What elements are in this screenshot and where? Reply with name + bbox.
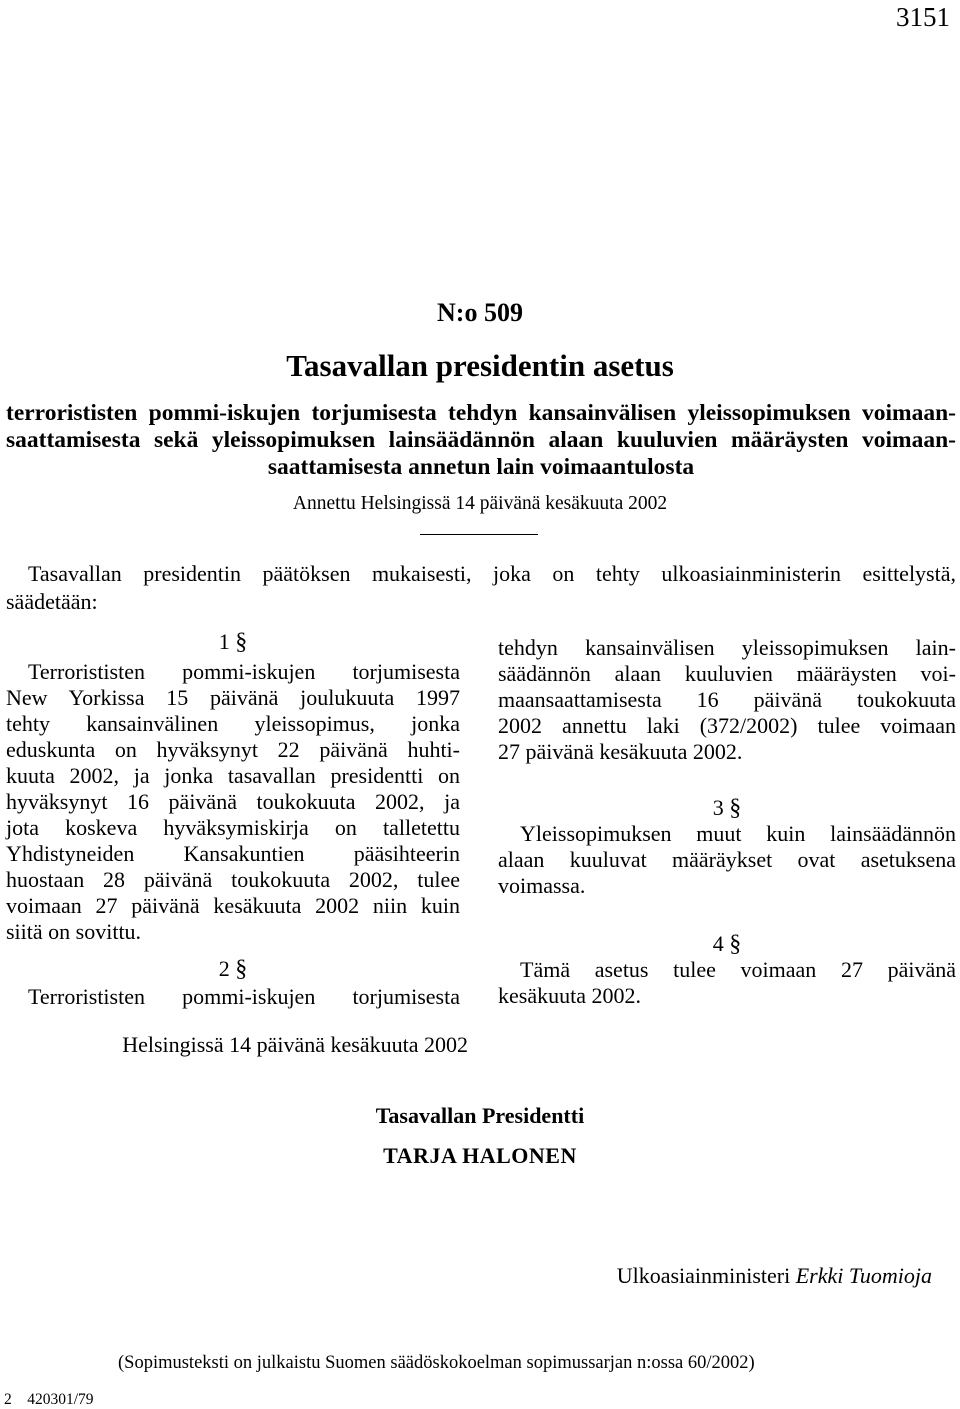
- section-number: 1: [218, 629, 230, 654]
- issued-date: Annettu Helsingissä 14 päivänä kesäkuuta 2002: [292, 493, 668, 514]
- section-sign-icon: §: [729, 931, 742, 957]
- text-line: kuuta 2002, ja jonka tasavallan presidentti on: [6, 763, 460, 788]
- section-2-heading: [6, 956, 460, 983]
- subtitle-line: saattamisesta annetun lain voimaantulosta: [267, 454, 695, 480]
- text-line: tehty kansainvälinen yleissopimus, jonka: [6, 711, 460, 736]
- subtitle-line: terrorististen pommi-iskujen torjumisesta tehdyn kansainvälisen yleissopimuksen voimaan-: [6, 400, 956, 426]
- footnote: (Sopimusteksti on julkaistu Suomen säädöskokoelman sopimussarjan n:ossa 60/2002): [118, 1353, 755, 1373]
- text-line: voimaan 27 päivänä kesäkuuta 2002 niin kuin: [6, 893, 460, 918]
- section-3-heading: [498, 795, 956, 822]
- text-line: tehdyn kansainvälisen yleissopimuksen lain-: [498, 635, 956, 660]
- page-number: 3151: [896, 2, 950, 32]
- section-sign-icon: §: [235, 956, 248, 982]
- section-4-heading: [498, 931, 956, 958]
- minister-name: Erkki Tuomioja: [795, 1263, 932, 1288]
- preamble-line: säädetään:: [6, 589, 98, 614]
- text-line: 27 päivänä kesäkuuta 2002.: [498, 739, 743, 764]
- text-line: hyväksynyt 16 päivänä toukokuuta 2002, ja: [6, 789, 460, 814]
- signing-place-date: Helsingissä 14 päivänä kesäkuuta 2002: [122, 1032, 468, 1057]
- section-number: 4: [712, 931, 724, 956]
- title-divider: [420, 534, 538, 535]
- text-line: kesäkuuta 2002.: [498, 983, 641, 1008]
- text-line: siitä on sovittu.: [6, 919, 142, 944]
- section-1-heading: [6, 629, 460, 656]
- text-line: alaan kuuluvat määräykset ovat asetuksena: [498, 847, 956, 872]
- section-3-text: [498, 821, 956, 899]
- text-line: eduskunta on hyväksynyt 22 päivänä huhti-: [6, 737, 460, 762]
- section-number: 3: [712, 795, 724, 820]
- minister-signature: [617, 1263, 932, 1289]
- subtitle-line: saattamisesta sekä yleissopimuksen lainsäädännön alaan kuuluvien määräysten voimaan-: [6, 427, 956, 453]
- section-sign-icon: §: [729, 795, 742, 821]
- section-number: 2: [218, 956, 230, 981]
- section-sign-icon: §: [235, 629, 248, 655]
- decree-number: N:o 509: [437, 298, 523, 327]
- footer-code: 2 420301/79: [4, 1391, 94, 1408]
- text-line: 2002 annettu laki (372/2002) tulee voimaan: [498, 713, 956, 738]
- document-subtitle: [6, 400, 956, 481]
- text-line: voimassa.: [498, 873, 586, 898]
- document-title: Tasavallan presidentin asetus: [286, 348, 674, 383]
- text-line: huostaan 28 päivänä toukokuuta 2002, tulee: [6, 867, 460, 892]
- president-title: Tasavallan Presidentti: [375, 1103, 585, 1128]
- text-line: New Yorkissa 15 päivänä joulukuuta 1997: [6, 685, 460, 710]
- text-line: Tämä asetus tulee voimaan 27 päivänä: [520, 957, 956, 982]
- text-line: Yleissopimuksen muut kuin lainsäädännön: [520, 821, 956, 846]
- text-line: Terrorististen pommi-iskujen torjumisesta: [28, 659, 460, 684]
- preamble-line: Tasavallan presidentin päätöksen mukaisesti, joka on tehty ulkoasiainministerin esittelystä,: [28, 561, 956, 586]
- president-name: TARJA HALONEN: [383, 1143, 577, 1168]
- text-line: jota koskeva hyväksymiskirja on talletettu: [6, 815, 460, 840]
- text-line: säädännön alaan kuuluvien määräysten voi-: [498, 661, 956, 686]
- section-4-text: [498, 957, 956, 1009]
- text-line: Yhdistyneiden Kansakuntien pääsihteerin: [6, 841, 460, 866]
- text-line: maansaattamisesta 16 päivänä toukokuuta: [498, 687, 956, 712]
- minister-title: Ulkoasiainministeri: [616, 1263, 791, 1288]
- text-line: Terrorististen pommi-iskujen torjumisesta: [28, 984, 460, 1009]
- preamble: [6, 560, 956, 616]
- section-2-text-start: [6, 984, 460, 1010]
- section-2-text-continued: [498, 635, 956, 765]
- section-1-text: [6, 659, 460, 945]
